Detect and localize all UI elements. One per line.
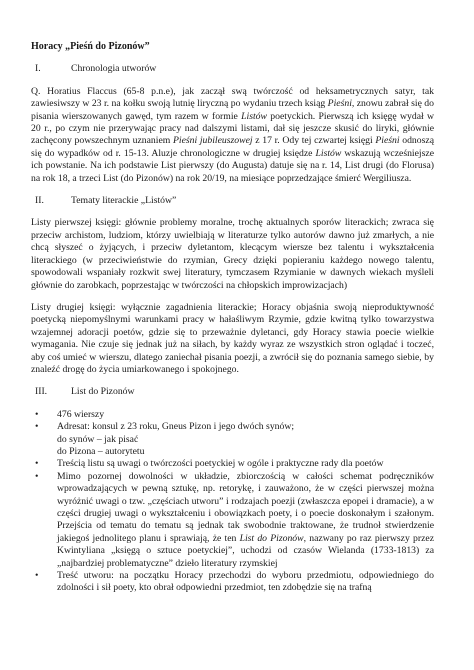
section-number: II. (35, 195, 44, 207)
section-heading-1 (31, 63, 434, 75)
document-title: Horacy „Pieśń do Pizonów” (31, 41, 150, 52)
bullet-icon: • (35, 458, 39, 470)
list-item: • Treścią listu są uwagi o twórczości poetyckiej w ogóle i praktyczne rady dla poetów (35, 458, 384, 470)
section-number: III. (35, 386, 48, 398)
bullet-list (31, 409, 434, 595)
bullet-icon: • (35, 470, 39, 482)
list-item: • Treść utworu: na początku Horacy przechodzi do wyboru przedmiotu, odpowiedniego do zdolności i sił poety, kto obrał odpowiedni przedmiot, ten zdobędzie się na trafną (35, 570, 434, 594)
bullet-icon: • (35, 570, 39, 582)
list-item: • Mimo pozornej dowolności w układzie, zbiorczością w całości schemat podręczników wprowadzających w pewną sztukę, np. retorykę, i zauważono, że w części pierwszej można wyróżnić uwagi o tzw. „częściach utworu” i rodzajach poezji (zwłaszcza epopei i dramacie), a w części drugiej uwagi o wykształceniu i obowiązkach poety, i o poecie doskonałym i szałonym. Przejścia od tematu do tematu są jednak tak swobodnie traktowane, że trudnoł stwierdzenie jakiegoś jednolitego planu i sprawiają, że ten List do Pizonów, nazwany po raz pierwszy przez Kwintyliana „księgą o sztuce poetyckiej”, uchodzi od czasów Wielanda (1733-1813) za „najbardziej problematyczne” dzieło literatury rzymskiej (35, 470, 434, 569)
section-heading-3 (31, 386, 434, 398)
section-title: Tematy literackie „Listów” (71, 195, 177, 207)
paragraph-book-two: Listy drugiej księgi: wyłącznie zagadnienia literackie; Horacy objaśnia swoją nieproduktywność poetycką niepomyślnymi warunkami pracy w hałaśliwym Rzymie, gdzie kwitną tylko towarzystwa wzajemnej adoracji poetów, gdzie się to przeważnie dyletanci, gdy Horacy stawia poecie wielkie wymagania. Nie czuje się jednak już na siłach, by każdy wyraz ze wszystkich stron oglądać i toczeć, aby coś umieć w wierszu, dlatego zaniechał pisania poezji, a zwrócił się do poznania samego siebie, by znaleźć drogę do życia umiarkowanego i spokojnego. (31, 301, 434, 375)
list-item: • 476 wierszy (35, 408, 105, 420)
list-item: • Adresat: konsul z 23 roku, Gneus Pizon i jego dwóch synów; do synów – jak pisać do Pizona – autorytetu (35, 421, 295, 457)
section-title: List do Pizonów (71, 386, 135, 398)
section-heading-2 (31, 195, 434, 207)
bullet-icon: • (35, 421, 39, 433)
section-number: I. (35, 63, 41, 75)
paragraph-book-one: Listy pierwszej księgi: głównie problemy moralne, trochę aktualnych sporów literackich; zwraca się przeciw archistom, ludziom, którzy uwielbiają w literaturze tylko autorów dawno już zmarłych, a nie chcą słyszeć o żyjących, i przeciw dyletantom, klecącym wiersze bez talentu i wykształcenia literackiego (w przeciwieństwie do rzymian, Grecy dzięki popieraniu każdego nowego talentu, spowodowali wspaniały rozkwit swej literatury, tymczasem Rzymianie w dawnych wiekach myśleli głównie do zarobkach, poprzestając w twórczości na chłopskich improwizacjach) (31, 217, 434, 291)
section-title: Chronologia utworów (71, 63, 157, 75)
paragraph-chronology: Q. Horatius Flaccus (65-8 p.n.e), jak zaczął swą twórczość od heksametrycznych satyr, tak zawiesiwszy w 23 r. na kołku swoją lutnię liryczną po wydaniu trzech ksiąg Pieśni, znowu zabrał się do pisania wierszowanych gawęd, tym razem w formie Listów poetyckich. Pierwszą ich księgę wydał w 20 r., po czym nie przerywając pracy nad dalszymi listami, dał się jeszcze skusić do liryki, głównie zachęcony powszechnym uznaniem Pieśni jubileuszowej z 17 r. Ody tej czwartej księgi Pieśni odnoszą się do wypadków od r. 15-13. Aluzje chronologiczne w drugiej księdze Listów wskazują wcześniejsze ich powstanie. Na ich podstawie List pierwszy (do Augusta) datuje się na r. 14, List drugi (do Florusa) na rok 18, a trzeci List (do Pizonów) na rok 20/19, na miesiące poprzedzające śmierć Wergiliusza. (31, 85, 434, 184)
bullet-icon: • (35, 408, 39, 420)
